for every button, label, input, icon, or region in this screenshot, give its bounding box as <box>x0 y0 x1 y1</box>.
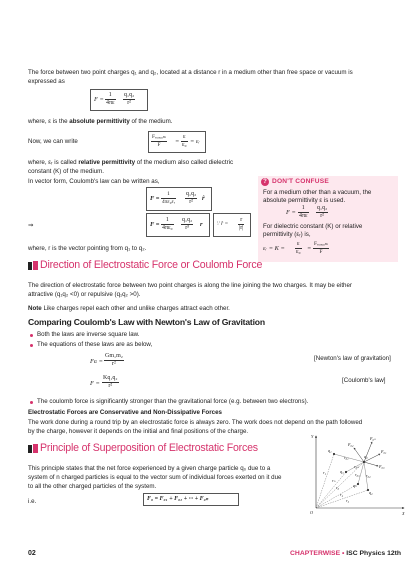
svg-text:F₀₃: F₀₃ <box>379 464 385 469</box>
section-title-direction: Direction of Electrostatic Force or Coulomb Force <box>40 259 263 271</box>
footer-brand: CHAPTERWISE • ISC Physics 12th <box>290 550 402 557</box>
where-absolute-permittivity: where, ε is the absolute permittivity of the medium. <box>28 118 173 125</box>
equation-box-4: F = $\frac{1}{\text{4πε₀}}$ $\frac{\text{q₁q₂}}{\text{r³}}$ r <box>146 213 210 237</box>
conservative-line-2: by the charge, however it depends on the initial and final positions of the charge. <box>28 428 249 435</box>
section-title-superposition: Principle of Superposition of Electrostatic Forces <box>40 442 258 454</box>
direction-line-1: The direction of electrostatic force between two point charges is along the line joining the two charges. It may be either <box>28 282 352 289</box>
svg-text:q₂: q₂ <box>369 490 373 495</box>
svg-text:q₀: q₀ <box>364 454 368 459</box>
svg-text:q₃: q₃ <box>340 469 344 474</box>
conservative-line-1: The work done during a round trip by an electrostatic force is always zero. The work does not depend on the path followed <box>28 419 363 426</box>
bullet-icon <box>30 334 33 337</box>
equation-box-2: Fᵥₐₒᵤᵤₘ F = $\frac{\varepsilon}{\text{ε₀}}$ = εᵣ <box>148 131 206 153</box>
section-bookmark-icon <box>28 444 38 454</box>
bullet-stronger: The coulomb force is significantly stronger than the gravitational force (e.g. between two electrons). <box>37 398 309 405</box>
svg-text:qₙ: qₙ <box>353 483 357 488</box>
svg-text:F₀ₙ: F₀ₙ <box>370 436 376 441</box>
bullet-inverse-square: Both the laws are inverse square law. <box>37 331 140 338</box>
dielectric-constant-line: constant (K) of the medium. <box>28 168 105 175</box>
svg-text:rₙ: rₙ <box>332 478 336 483</box>
svg-text:r₀: r₀ <box>336 485 340 490</box>
dont-confuse-title: DON'T CONFUSE <box>272 178 329 185</box>
svg-text:F₀₁: F₀₁ <box>381 449 387 454</box>
coulomb-law-tag: [Coulomb's law] <box>342 377 386 384</box>
section-bookmark-icon <box>28 261 38 271</box>
comparing-heading: Comparing Coulomb's Law with Newton's Law of Gravitation <box>28 317 265 327</box>
svg-text:X: X <box>402 511 405 516</box>
gravitation-eq-lhs: Fɢ = <box>90 358 103 365</box>
equation-box-3: F = $\frac{1}{\text{4πε₀εᵣ}}$ $\frac{\text{q₁q₂}}{\text{r²}}$ r̂ <box>146 187 212 211</box>
vector-form-line: In vector form, Coulomb's law can be written as, <box>28 178 160 185</box>
svg-text:r₃: r₃ <box>346 498 350 503</box>
superposition-diagram <box>306 432 410 516</box>
equation-box-1: F = $\frac{1}{4\pi\varepsilon}$ $\frac{\text{q₁q₂}}{\text{r²}}$ <box>90 89 148 111</box>
coulomb-eq-lhs: F = <box>90 380 100 387</box>
bullet-equations: The equations of these laws are as below, <box>37 341 153 348</box>
gravitation-eq-fraction: $\frac{\text{Gm₁m₂}}{\text{r²}}$ <box>105 353 123 367</box>
now-we-can-write: Now, we can write <box>28 138 78 145</box>
coulomb-eq-fraction: $\frac{\text{Kq₁q₂}}{\text{r²}}$ <box>103 375 118 389</box>
implies-arrow: ⇒ <box>28 222 34 229</box>
newton-law-tag: [Newton's law of gravitation] <box>314 355 391 362</box>
note-line: Note Like charges repel each other and unlike charges attract each other. <box>28 305 230 312</box>
svg-text:O: O <box>310 510 314 515</box>
superposition-line-1: This principle states that the net force experienced by a given charge particle q₀ due to a <box>28 465 271 472</box>
bullet-icon <box>30 401 33 404</box>
where-r-vector: where, r is the vector pointing from q₁ to q₂. <box>28 245 147 252</box>
intro-line-2: expressed as <box>28 78 65 85</box>
svg-text:r₀₂: r₀₂ <box>366 473 371 478</box>
page-number: 02 <box>28 550 36 557</box>
svg-text:Y: Y <box>311 434 314 439</box>
svg-text:r₁: r₁ <box>323 470 327 475</box>
svg-text:r₀ₙ: r₀ₙ <box>354 464 359 469</box>
superposition-equation-box: F₀ = F₀₁ + F₀₂ + ··· + F₀ₙ <box>143 493 239 506</box>
direction-line-2: attractive (q₁q₂ <0) or repulsive (q₁q₂ >0). <box>28 291 141 298</box>
intro-line-1: The force between two point charges q₁ and q₂, located at a distance r in a medium other than free space or vacuum is <box>28 69 353 76</box>
since-unit-vector-box: ∵ r̂ = $\frac{r}{|r|}$ <box>213 213 251 237</box>
bullet-icon <box>30 344 33 347</box>
question-icon: ? <box>261 178 269 186</box>
svg-text:r₀₃: r₀₃ <box>355 472 360 477</box>
svg-text:r₂: r₂ <box>340 492 344 497</box>
svg-text:F₀₂: F₀₂ <box>348 442 354 447</box>
where-relative-permittivity: where, εᵣ is called relative permittivity of the medium also called dielectric <box>28 159 234 166</box>
svg-text:q₁: q₁ <box>328 448 332 453</box>
dont-confuse-callout: ? DON'T CONFUSE For a medium other than a vacuum, the absolute permittivity ε is used. F = $\frac{1}{4\pi\varepsilon}$ $\frac{\text{q₁q₂}}{\text{r²}}$ For dielectric constant (K) or relative permittivity (εᵣ) is, εᵣ = K = $\frac{\varepsilon}{\text{ε₀}}$ = Fᵥₐₒᵤᵤₘ F <box>258 176 398 262</box>
superposition-line-3: to all the other charged particles of the system. <box>28 483 157 490</box>
ie-label: i.e. <box>28 498 37 505</box>
svg-text:r₀₁: r₀₁ <box>344 455 349 460</box>
conservative-forces-subheading: Electrostatic Forces are Conservative and Non-Dissipative Forces <box>28 409 222 416</box>
superposition-line-2: system of n charged particles is equal to the vector sum of individual forces exerted on it due <box>28 474 282 481</box>
